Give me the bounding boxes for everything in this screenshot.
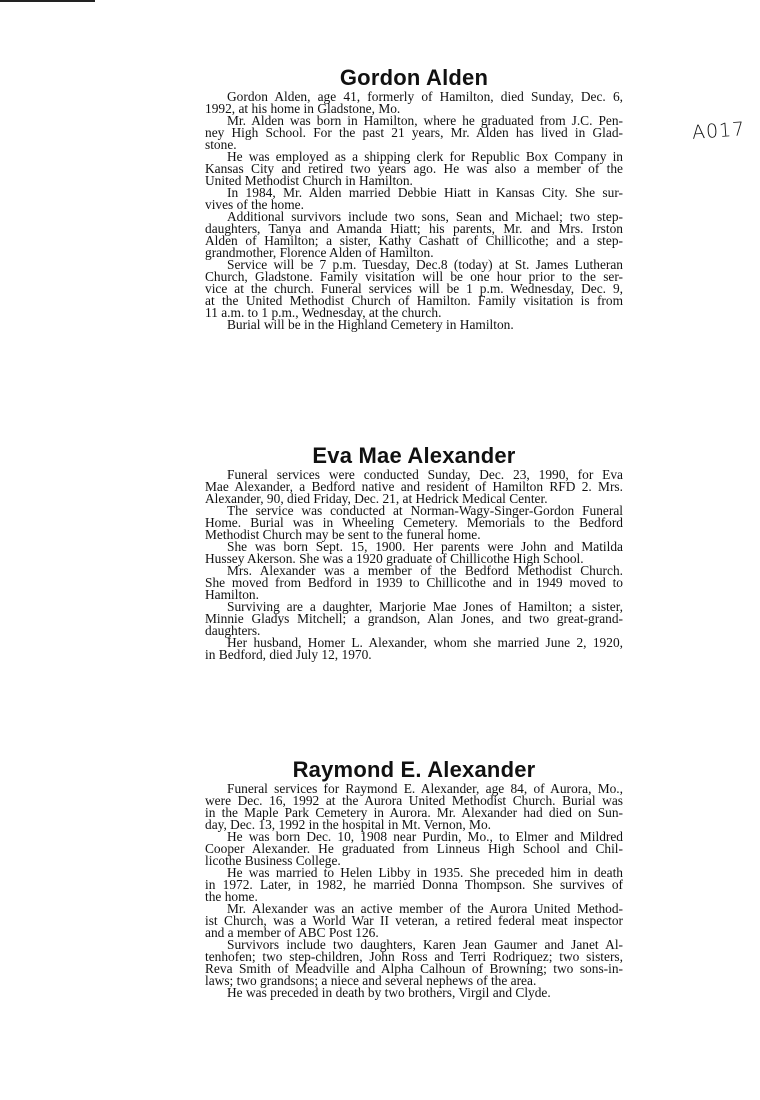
paragraph (205, 541, 623, 565)
handwritten-page-label: A017 (691, 118, 746, 144)
text-line: She moved from Bedford in 1939 to Chillicothe and in 1949 moved to (205, 575, 623, 590)
text-line: ney High School. For the past 21 years, Mr. Alden has lived in Glad- (205, 125, 623, 140)
text-line: were Dec. 16, 1992 at the Aurora United Methodist Church. Burial was (205, 793, 623, 808)
scan-edge-line (0, 0, 95, 2)
text-line: stone. (205, 137, 237, 152)
text-line: in the Maple Park Cemetery in Aurora. Mr. Alexander had died on Sun- (205, 805, 623, 820)
paragraph (205, 151, 623, 187)
text-line: daughters. (205, 623, 261, 638)
paragraph (205, 565, 623, 601)
paragraph (205, 831, 623, 867)
text-line: Surviving are a daughter, Marjorie Mae Jones of Hamilton; a sister, (227, 599, 623, 614)
text-line: Alexander, 90, died Friday, Dec. 21, at Hedrick Medical Center. (205, 491, 548, 506)
text-line: In 1984, Mr. Alden married Debbie Hiatt in Kansas City. She sur- (227, 185, 623, 200)
text-line: United Methodist Church in Hamilton. (205, 173, 413, 188)
paragraph (205, 91, 623, 115)
text-line: Church, Gladstone. Family visitation will be one hour prior to the ser- (205, 269, 623, 284)
text-line: laws; two grandsons; a niece and several nephews of the area. (205, 973, 537, 988)
text-line: Funeral services for Raymond E. Alexander, age 84, of Aurora, Mo., (227, 781, 623, 796)
text-line: licothe Business College. (205, 853, 341, 868)
obituary-title: Eva Mae Alexander (312, 443, 516, 468)
text-line: tenhofen; two step-children, John Ross and Terri Rodriquez; two sisters, (205, 949, 623, 964)
text-line: Service will be 7 p.m. Tuesday, Dec.8 (today) at St. James Lutheran (227, 257, 623, 272)
paragraph (205, 319, 623, 331)
text-line: at the United Methodist Church of Hamilton. Family visitation is from (205, 293, 623, 308)
text-line: Additional survivors include two sons, Sean and Michael; two step- (227, 209, 623, 224)
text-line: vives of the home. (205, 197, 304, 212)
obituary (205, 444, 623, 661)
text-line: He was married to Helen Libby in 1935. She preceded him in death (227, 865, 623, 880)
text-line: He was preceded in death by two brothers, Virgil and Clyde. (227, 985, 551, 1000)
text-line: Minnie Gladys Mitchell; a grandson, Alan Jones, and two great-grand- (205, 611, 623, 626)
text-line: 1992, at his home in Gladstone, Mo. (205, 101, 401, 116)
text-line: ist Church, was a World War II veteran, a retired federal meat inspector (205, 913, 623, 928)
text-line: in Bedford, died July 12, 1970. (205, 647, 372, 662)
text-line: grandmother, Florence Alden of Hamilton. (205, 245, 434, 260)
obituary (205, 66, 623, 331)
paragraph (205, 867, 623, 903)
paragraph (205, 259, 623, 319)
text-line: vice at the church. Funeral services will be 1 p.m. Wednesday, Dec. 9, (205, 281, 623, 296)
paragraph (205, 637, 623, 661)
text-line: Alden of Hamilton; a sister, Kathy Cashatt of Chillicothe; and a step- (205, 233, 623, 248)
text-line: The service was conducted at Norman-Wagy-Singer-Gordon Funeral (227, 503, 623, 518)
paragraph (205, 601, 623, 637)
text-line: Mr. Alden was born in Hamilton, where he graduated from J.C. Pen- (227, 113, 623, 128)
obituary (205, 758, 623, 999)
text-line: Cooper Alexander. He graduated from Linneus High School and Chil- (205, 841, 623, 856)
text-line: daughters, Tanya and Amanda Hiatt; his parents, Mr. and Mrs. Irston (205, 221, 623, 236)
text-line: 11 a.m. to 1 p.m., Wednesday, at the church. (205, 305, 442, 320)
text-line: Mae Alexander, a Bedford native and resident of Hamilton RFD 2. Mrs. (205, 479, 623, 494)
text-line: Burial will be in the Highland Cemetery in Hamilton. (227, 317, 514, 332)
obituary-title: Raymond E. Alexander (292, 757, 536, 782)
text-line: the home. (205, 889, 258, 904)
text-line: Survivors include two daughters, Karen Jean Gaumer and Janet Al- (227, 937, 623, 952)
obituary-title: Gordon Alden (339, 65, 489, 90)
paragraph (205, 211, 623, 259)
text-line: Reva Smith of Meadville and Alpha Calhoun of Browning; two sons-in- (205, 961, 623, 976)
paragraph (205, 469, 623, 505)
paragraph (205, 187, 623, 211)
text-line: in 1972. Later, in 1982, he married Donna Thompson. She survives of (205, 877, 623, 892)
paragraph (205, 903, 623, 939)
text-line: He was born Dec. 10, 1908 near Purdin, Mo., to Elmer and Mildred (227, 829, 623, 844)
paragraph (205, 987, 623, 999)
text-line: Gordon Alden, age 41, formerly of Hamilton, died Sunday, Dec. 6, (227, 89, 623, 104)
paragraph (205, 505, 623, 541)
text-line: Home. Burial was in Wheeling Cemetery. Memorials to the Bedford (205, 515, 623, 530)
text-line: Kansas City and retired two years ago. He was also a member of the (205, 161, 623, 176)
paragraph (205, 115, 623, 151)
paragraph (205, 939, 623, 987)
text-line: and a member of ABC Post 126. (205, 925, 379, 940)
text-line: Hussey Akerson. She was a 1920 graduate of Chillicothe High School. (205, 551, 584, 566)
text-line: Mr. Alexander was an active member of the Aurora United Method- (227, 901, 623, 916)
text-line: Funeral services were conducted Sunday, Dec. 23, 1990, for Eva (227, 467, 623, 482)
text-line: She was born Sept. 15, 1900. Her parents were John and Matilda (227, 539, 623, 554)
text-line: Her husband, Homer L. Alexander, whom she married June 2, 1920, (227, 635, 623, 650)
text-line: Mrs. Alexander was a member of the Bedford Methodist Church. (227, 563, 623, 578)
text-line: day, Dec. 13, 1992 in the hospital in Mt. Vernon, Mo. (205, 817, 492, 832)
text-line: Methodist Church may be sent to the funeral home. (205, 527, 481, 542)
paragraph (205, 783, 623, 831)
text-line: He was employed as a shipping clerk for Republic Box Company in (227, 149, 623, 164)
text-line: Hamilton. (205, 587, 259, 602)
